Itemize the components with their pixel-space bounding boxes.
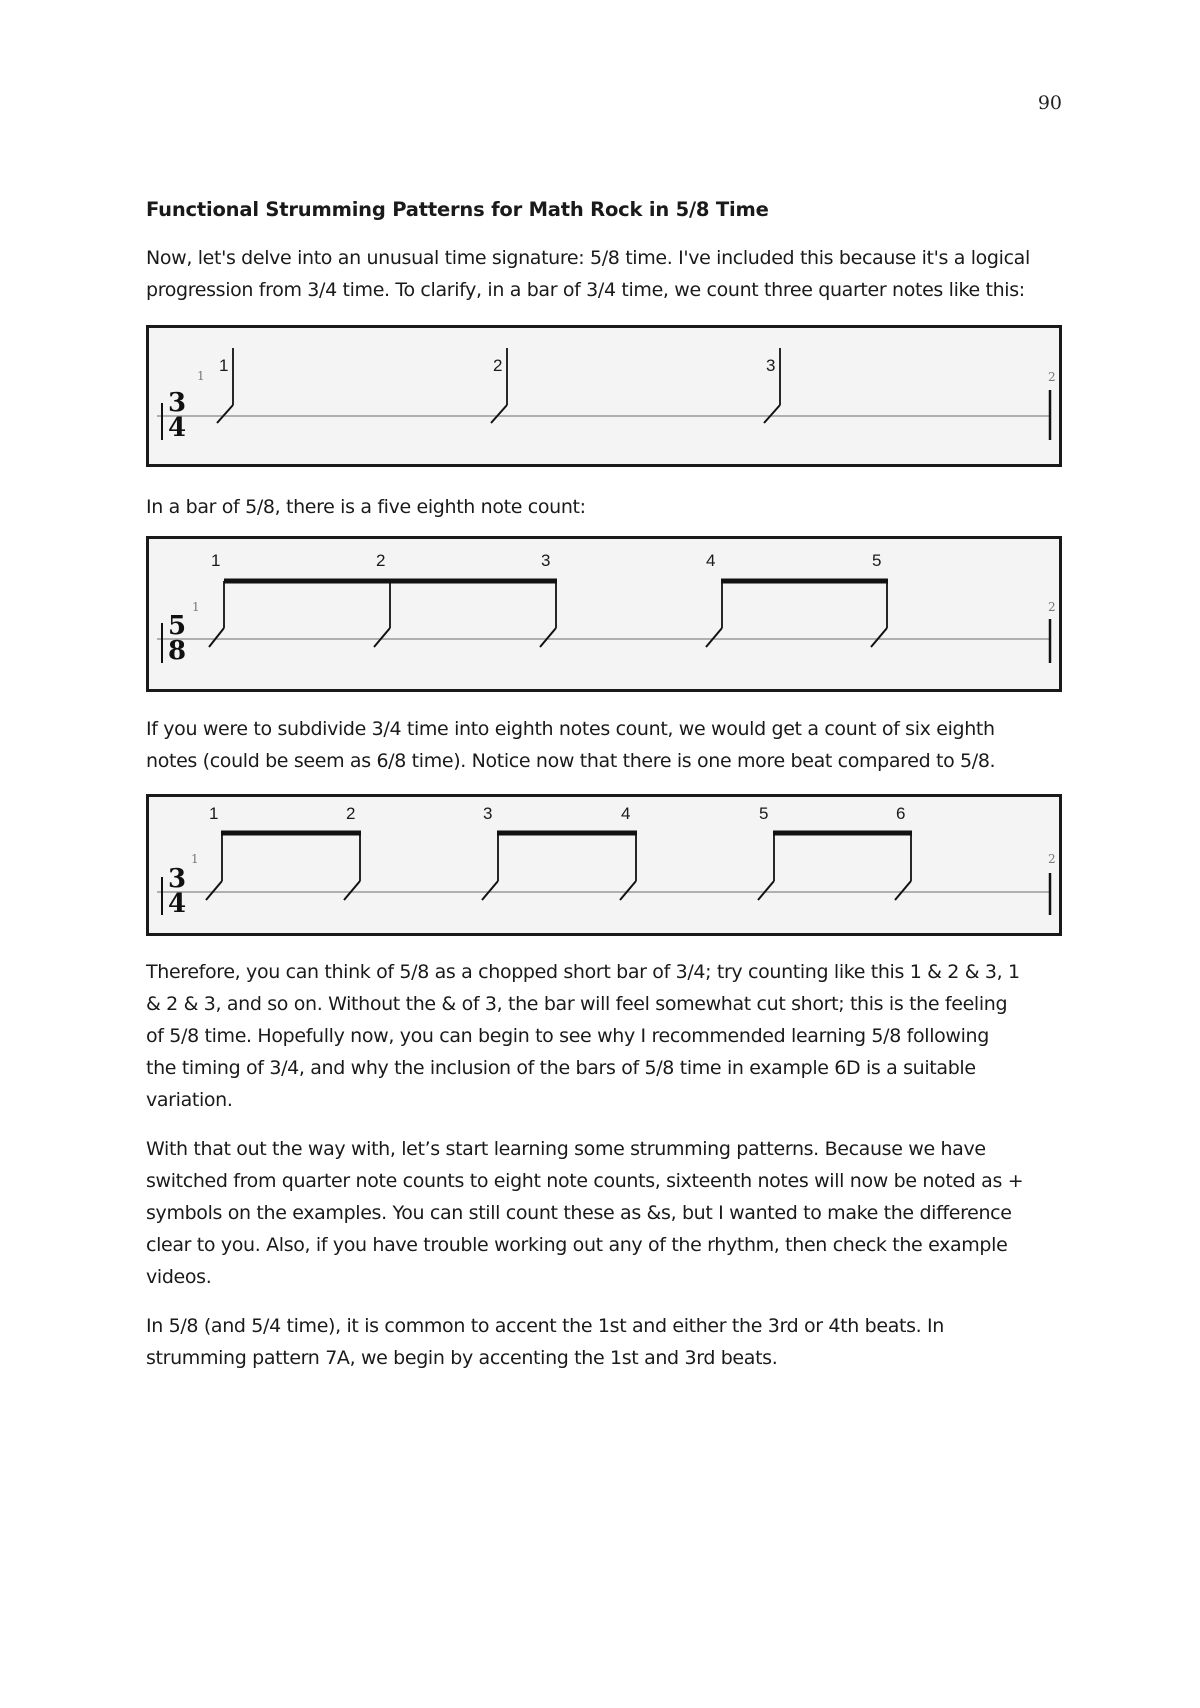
time-signature-bottom: 4 <box>168 413 187 443</box>
slash-notehead <box>540 628 556 647</box>
count-number: 6 <box>896 804 906 823</box>
text-line: symbols on the examples. You can still count these as &s, but I wanted to make the difference <box>146 1202 1012 1224</box>
slash-notehead <box>217 405 233 423</box>
notation-3-4-quarter-notes <box>146 325 1062 467</box>
slash-notehead <box>620 881 636 900</box>
time-signature-bottom: 8 <box>168 636 187 666</box>
count-number: 4 <box>621 804 631 823</box>
notation-3-4-eighth-notes <box>146 794 1062 936</box>
text-line: & 2 & 3, and so on. Without the & of 3, the bar will feel somewhat cut short; this is the feeling <box>146 993 1008 1015</box>
text-line: In a bar of 5/8, there is a five eighth note count: <box>146 496 586 518</box>
text-line: With that out the way with, let’s start learning some strumming patterns. Because we have <box>146 1138 986 1160</box>
slash-notehead <box>374 628 390 647</box>
count-number: 1 <box>209 804 219 823</box>
bar-number-end: 2 <box>1048 370 1056 384</box>
paragraph-accents <box>146 1310 1066 1374</box>
count-number: 5 <box>759 804 769 823</box>
count-number: 3 <box>541 551 551 570</box>
paragraph-strumming-intro <box>146 1133 1066 1293</box>
bar-number-start: 1 <box>197 369 205 383</box>
count-number: 4 <box>706 551 716 570</box>
count-number: 1 <box>211 551 221 570</box>
time-signature-bottom: 4 <box>168 889 187 919</box>
slash-notehead <box>706 628 722 647</box>
text-line: notes (could be seem as 6/8 time). Notice now that there is one more beat compared to 5/8. <box>146 750 996 772</box>
time-signature-top: 3 <box>168 388 187 418</box>
count-number: 2 <box>493 356 503 375</box>
notation-staff <box>149 328 1059 464</box>
count-number: 3 <box>483 804 493 823</box>
slash-notehead <box>758 881 774 900</box>
text-line: Therefore, you can think of 5/8 as a chopped short bar of 3/4; try counting like this 1 & 2 & 3, 1 <box>146 961 1020 983</box>
slash-notehead <box>482 881 498 900</box>
text-line: switched from quarter note counts to eight note counts, sixteenth notes will now be noted as + <box>146 1170 1024 1192</box>
bar-number-end: 2 <box>1048 852 1056 866</box>
text-line: of 5/8 time. Hopefully now, you can begin to see why I recommended learning 5/8 following <box>146 1025 989 1047</box>
text-line: If you were to subdivide 3/4 time into eighth notes count, we would get a count of six eighth <box>146 718 995 740</box>
count-number: 3 <box>766 356 776 375</box>
slash-notehead <box>871 628 887 647</box>
bar-number-start: 1 <box>191 852 199 866</box>
bar-number-start: 1 <box>192 600 200 614</box>
paragraph-intro <box>146 242 1066 306</box>
paragraph-subdivide <box>146 713 1066 777</box>
slash-notehead <box>209 628 224 647</box>
notation-staff <box>149 539 1059 689</box>
slash-notehead <box>895 881 911 900</box>
count-number: 1 <box>219 356 229 375</box>
time-signature-top: 3 <box>168 864 187 894</box>
text-line: Now, let's delve into an unusual time signature: 5/8 time. I've included this because it's a logical <box>146 247 1030 269</box>
text-line: variation. <box>146 1089 233 1111</box>
text-line: clear to you. Also, if you have trouble working out any of the rhythm, then check the example <box>146 1234 1008 1256</box>
notation-5-8-eighth-notes <box>146 536 1062 692</box>
section-heading: Functional Strumming Patterns for Math Rock in 5/8 Time <box>146 198 769 221</box>
text-line: In 5/8 (and 5/4 time), it is common to accent the 1st and either the 3rd or 4th beats. In <box>146 1315 944 1337</box>
paragraph-chopped-bar <box>146 956 1066 1116</box>
text-line: the timing of 3/4, and why the inclusion of the bars of 5/8 time in example 6D is a suitable <box>146 1057 976 1079</box>
notation-staff <box>149 797 1059 933</box>
paragraph-five-eighth <box>146 491 1066 523</box>
count-number: 2 <box>346 804 356 823</box>
time-signature-top: 5 <box>168 611 187 641</box>
slash-notehead <box>764 405 780 423</box>
text-line: progression from 3/4 time. To clarify, in a bar of 3/4 time, we count three quarter notes like this: <box>146 279 1025 301</box>
count-number: 2 <box>376 551 386 570</box>
text-line: strumming pattern 7A, we begin by accenting the 1st and 3rd beats. <box>146 1347 778 1369</box>
text-line: videos. <box>146 1266 212 1288</box>
slash-notehead <box>206 881 222 900</box>
slash-notehead <box>344 881 360 900</box>
bar-number-end: 2 <box>1048 600 1056 614</box>
count-number: 5 <box>872 551 882 570</box>
page-number: 90 <box>1037 92 1062 114</box>
slash-notehead <box>491 405 507 423</box>
